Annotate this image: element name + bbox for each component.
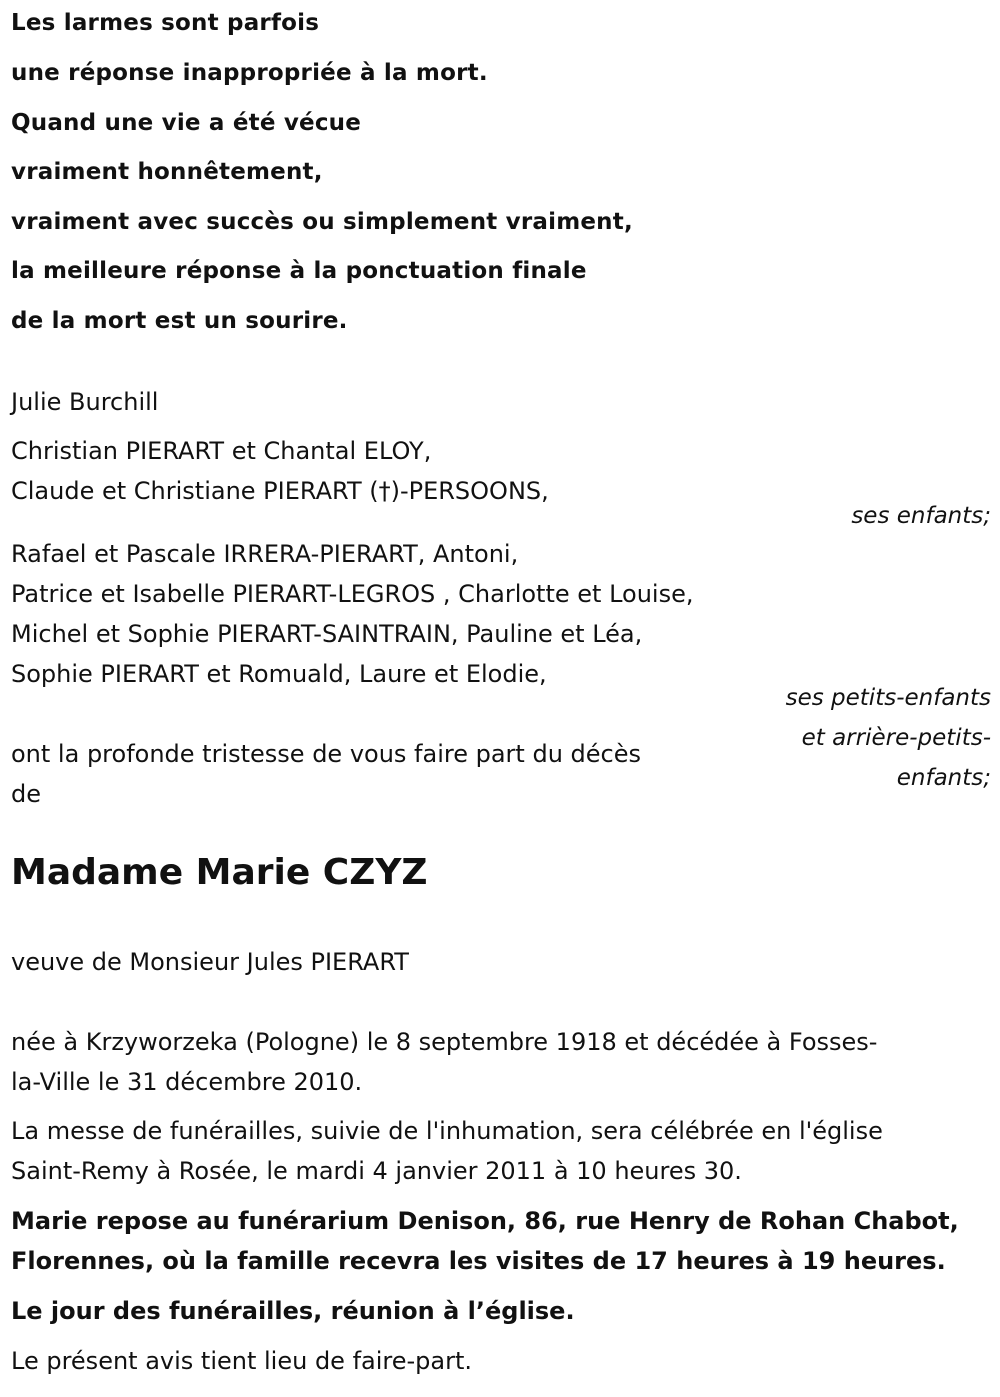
- mass-line: La messe de funérailles, suivie de l'inhumation, sera célébrée en l'église: [11, 1117, 883, 1145]
- grandchildren-line: Patrice et Isabelle PIERART-LEGROS , Charlotte et Louise,: [11, 580, 694, 608]
- poem-line: Quand une vie a été vécue: [11, 110, 362, 136]
- notice-info: Le présent avis tient lieu de faire-part.: [11, 1347, 473, 1375]
- grandchildren-line: Rafael et Pascale IRRERA-PIERART, Antoni,: [11, 540, 519, 568]
- mass-line: Saint-Remy à Rosée, le mardi 4 janvier 2011 à 10 heures 30.: [11, 1157, 742, 1185]
- grandchildren-label: enfants;: [896, 765, 991, 791]
- children-line: Claude et Christiane PIERART (†)-PERSOONS,: [11, 477, 549, 505]
- birth-death-line: née à Krzyworzeka (Pologne) le 8 septembre 1918 et décédée à Fosses-: [11, 1028, 878, 1056]
- poem-line: une réponse inappropriée à la mort.: [11, 60, 488, 86]
- birth-death-line: la-Ville le 31 décembre 2010.: [11, 1068, 363, 1096]
- grandchildren-label: ses petits-enfants: [785, 685, 991, 711]
- repose-line: Marie repose au funérarium Denison, 86, rue Henry de Rohan Chabot,: [11, 1207, 959, 1235]
- poem-line: vraiment avec succès ou simplement vraiment,: [11, 209, 633, 235]
- meeting-info: Le jour des funérailles, réunion à l’église.: [11, 1297, 575, 1325]
- grandchildren-line: Sophie PIERART et Romuald, Laure et Elodie,: [11, 660, 547, 688]
- poem-line: de la mort est un sourire.: [11, 308, 348, 334]
- children-line: Christian PIERART et Chantal ELOY,: [11, 437, 432, 465]
- grandchildren-line: Michel et Sophie PIERART-SAINTRAIN, Pauline et Léa,: [11, 620, 643, 648]
- poem-author: Julie Burchill: [11, 388, 159, 416]
- poem-line: la meilleure réponse à la ponctuation finale: [11, 258, 587, 284]
- grandchildren-label: et arrière-petits-: [801, 725, 991, 751]
- poem-line: Les larmes sont parfois: [11, 10, 320, 36]
- announcement-line: de: [11, 780, 41, 808]
- children-label: ses enfants;: [851, 503, 991, 529]
- deceased-name: Madame Marie CZYZ: [11, 852, 428, 893]
- widow-of: veuve de Monsieur Jules PIERART: [11, 948, 409, 976]
- poem-line: vraiment honnêtement,: [11, 159, 323, 185]
- announcement-line: ont la profonde tristesse de vous faire part du décès: [11, 740, 641, 768]
- repose-line: Florennes, où la famille recevra les visites de 17 heures à 19 heures.: [11, 1247, 946, 1275]
